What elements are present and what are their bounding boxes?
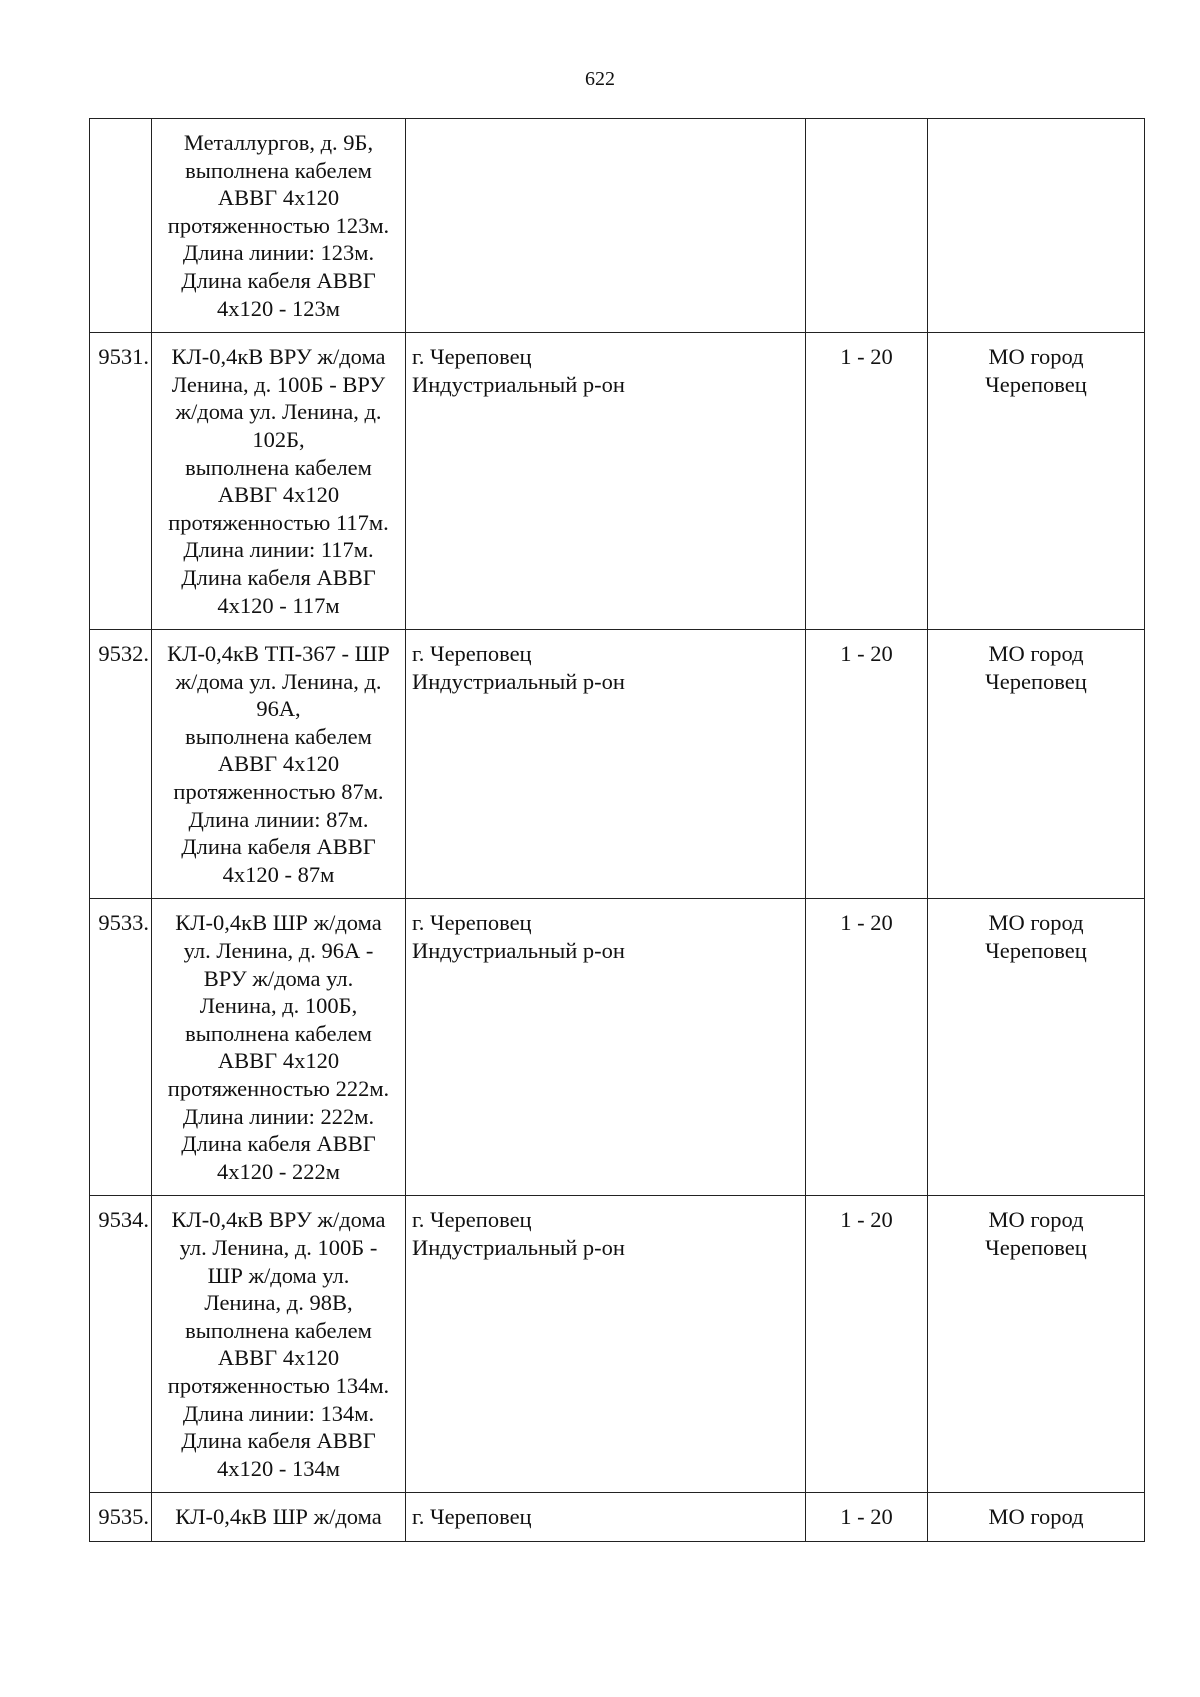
- table-row: [90, 119, 1145, 333]
- row-number: 9531.: [90, 333, 152, 630]
- row-number: 9532.: [90, 630, 152, 899]
- page-number: 622: [585, 68, 615, 90]
- row-number: [90, 119, 152, 333]
- municipality: МО город Череповец: [928, 630, 1145, 899]
- location: г. Череповец: [406, 1493, 806, 1542]
- line-description: Металлургов, д. 9Б, выполнена кабелем АВВГ 4х120 протяженностью 123м. Длина линии: 123м. Длина кабеля АВВГ 4х120 - 123м: [152, 119, 406, 333]
- table-row: [90, 1196, 1145, 1493]
- location: [406, 119, 806, 333]
- municipality: МО город Череповец: [928, 899, 1145, 1196]
- line-description: КЛ-0,4кВ ВРУ ж/дома ул. Ленина, д. 100Б - ШР ж/дома ул. Ленина, д. 98В, выполнена кабелем АВВГ 4х120 протяженностью 134м. Длина линии: 134м. Длина кабеля АВВГ 4х120 - 134м: [152, 1196, 406, 1493]
- row-number: 9534.: [90, 1196, 152, 1493]
- table-row: [90, 1493, 1145, 1542]
- row-number: 9533.: [90, 899, 152, 1196]
- line-description: КЛ-0,4кВ ШР ж/дома: [152, 1493, 406, 1542]
- table-row: [90, 630, 1145, 899]
- location: г. Череповец Индустриальный р-он: [406, 1196, 806, 1493]
- location: г. Череповец Индустриальный р-он: [406, 630, 806, 899]
- zone-range: 1 - 20: [806, 333, 928, 630]
- row-number: 9535.: [90, 1493, 152, 1542]
- municipality: МО город: [928, 1493, 1145, 1542]
- line-description: КЛ-0,4кВ ТП-367 - ШР ж/дома ул. Ленина, д. 96А, выполнена кабелем АВВГ 4х120 протяженностью 87м. Длина линии: 87м. Длина кабеля АВВГ 4х120 - 87м: [152, 630, 406, 899]
- zone-range: 1 - 20: [806, 899, 928, 1196]
- location: г. Череповец Индустриальный р-он: [406, 899, 806, 1196]
- registry-table: [89, 118, 1145, 1542]
- line-description: КЛ-0,4кВ ВРУ ж/дома Ленина, д. 100Б - ВРУ ж/дома ул. Ленина, д. 102Б, выполнена кабелем АВВГ 4х120 протяженностью 117м. Длина линии: 117м. Длина кабеля АВВГ 4х120 - 117м: [152, 333, 406, 630]
- line-description: КЛ-0,4кВ ШР ж/дома ул. Ленина, д. 96А - ВРУ ж/дома ул. Ленина, д. 100Б, выполнена кабелем АВВГ 4х120 протяженностью 222м. Длина линии: 222м. Длина кабеля АВВГ 4х120 - 222м: [152, 899, 406, 1196]
- table-row: [90, 333, 1145, 630]
- municipality: МО город Череповец: [928, 1196, 1145, 1493]
- zone-range: 1 - 20: [806, 1196, 928, 1493]
- table-row: [90, 899, 1145, 1196]
- zone-range: 1 - 20: [806, 630, 928, 899]
- location: г. Череповец Индустриальный р-он: [406, 333, 806, 630]
- zone-range: [806, 119, 928, 333]
- zone-range: 1 - 20: [806, 1493, 928, 1542]
- municipality: [928, 119, 1145, 333]
- municipality: МО город Череповец: [928, 333, 1145, 630]
